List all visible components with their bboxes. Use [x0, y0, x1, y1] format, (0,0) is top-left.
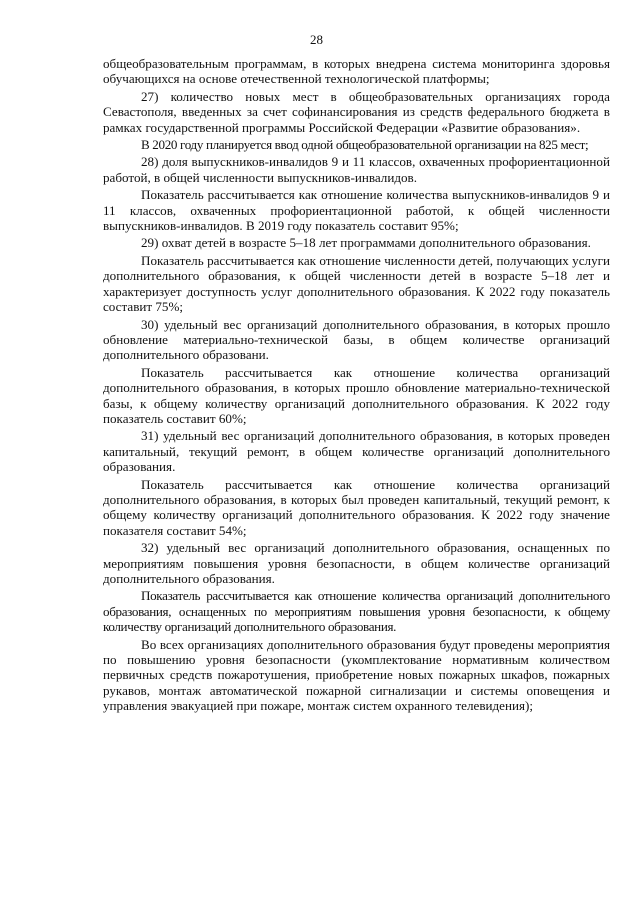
paragraph-item-28: 28) доля выпускников-инвалидов 9 и 11 классов, охваченных профориентационной работой, в общей численности выпускников-инвалидов.	[103, 154, 610, 185]
document-body	[103, 56, 610, 716]
paragraph-calc-28: Показатель рассчитывается как отношение количества выпускников-инвалидов 9 и 11 классов, охваченных профориентационной работой, к общей численности выпускников-инвалидов. В 2019 году показатель составит 95%;	[103, 187, 610, 234]
paragraph-item-31: 31) удельный вес организаций дополнительного образования, в которых проведен капитальный, текущий ремонт, в общем количестве организаций дополнительного образования.	[103, 428, 610, 475]
paragraph-item-29: 29) охват детей в возрасте 5–18 лет программами дополнительного образования.	[141, 235, 591, 251]
paragraph-safety-measures: Во всех организациях дополнительного образования будут проведены мероприятия по повышению уровня безопасности (укомплектование нормативным количеством первичных средств пожаротушения, приобретение новых пожарных шкафов, пожарных рукавов, монтаж автоматической пожарной сигнализации и системы оповещения и управления эвакуацией при пожаре, монтаж систем охранного телевидения);	[103, 636, 610, 714]
paragraph-item-30: 30) удельный вес организаций дополнительного образования, в которых прошло обновление материально-технической базы, в общем количестве организаций дополнительного образовани.	[103, 316, 610, 363]
paragraph-continuation: общеобразовательным программам, в которых внедрена система мониторинга здоровья обучающихся на основе отечественной технологической платформы;	[103, 56, 610, 87]
paragraph-item-27: 27) количество новых мест в общеобразовательных организациях города Севастополя, введенных за счет софинансирования из средств федерального бюджета в рамках государственной программы Российской Федерации «Развитие образования».	[103, 88, 610, 135]
page-number: 28	[310, 32, 323, 47]
paragraph-calc-31: Показатель рассчитывается как отношение количества организаций дополнительного образования, в которых был проведен капитальный, текущий ремонт, к общему количеству организаций дополнительного образования. К 2022 году значение показателя составит 54%;	[103, 476, 610, 538]
paragraph-item-32: 32) удельный вес организаций дополнительного образования, оснащенных по мероприятиям повышения уровня безопасности, в общем количестве организаций дополнительного образования.	[103, 540, 610, 586]
paragraph-calc-29: Показатель рассчитывается как отношение численности детей, получающих услуги дополнительного образования, к общей численности детей в возрасте 5–18 лет и характеризует доступность услуг дополнительного образования. К 2022 году показатель составит 75%;	[103, 252, 610, 315]
paragraph-calc-30: Показатель рассчитывается как отношение количества организаций дополнительного образования, в которых прошло обновление материально-технической базы, к общему количеству организаций дополнительного образования. К 2022 году показатель составит 60%;	[103, 364, 610, 426]
paragraph-note-2020: В 2020 году планируется ввод одной общеобразовательной организации на 825 мест;	[141, 137, 589, 153]
paragraph-calc-32: Показатель рассчитывается как отношение количества организаций дополнительного образования, оснащенных по мероприятиям повышения уровня безопасности, к общему количеству организаций дополнительного образования.	[103, 588, 610, 635]
